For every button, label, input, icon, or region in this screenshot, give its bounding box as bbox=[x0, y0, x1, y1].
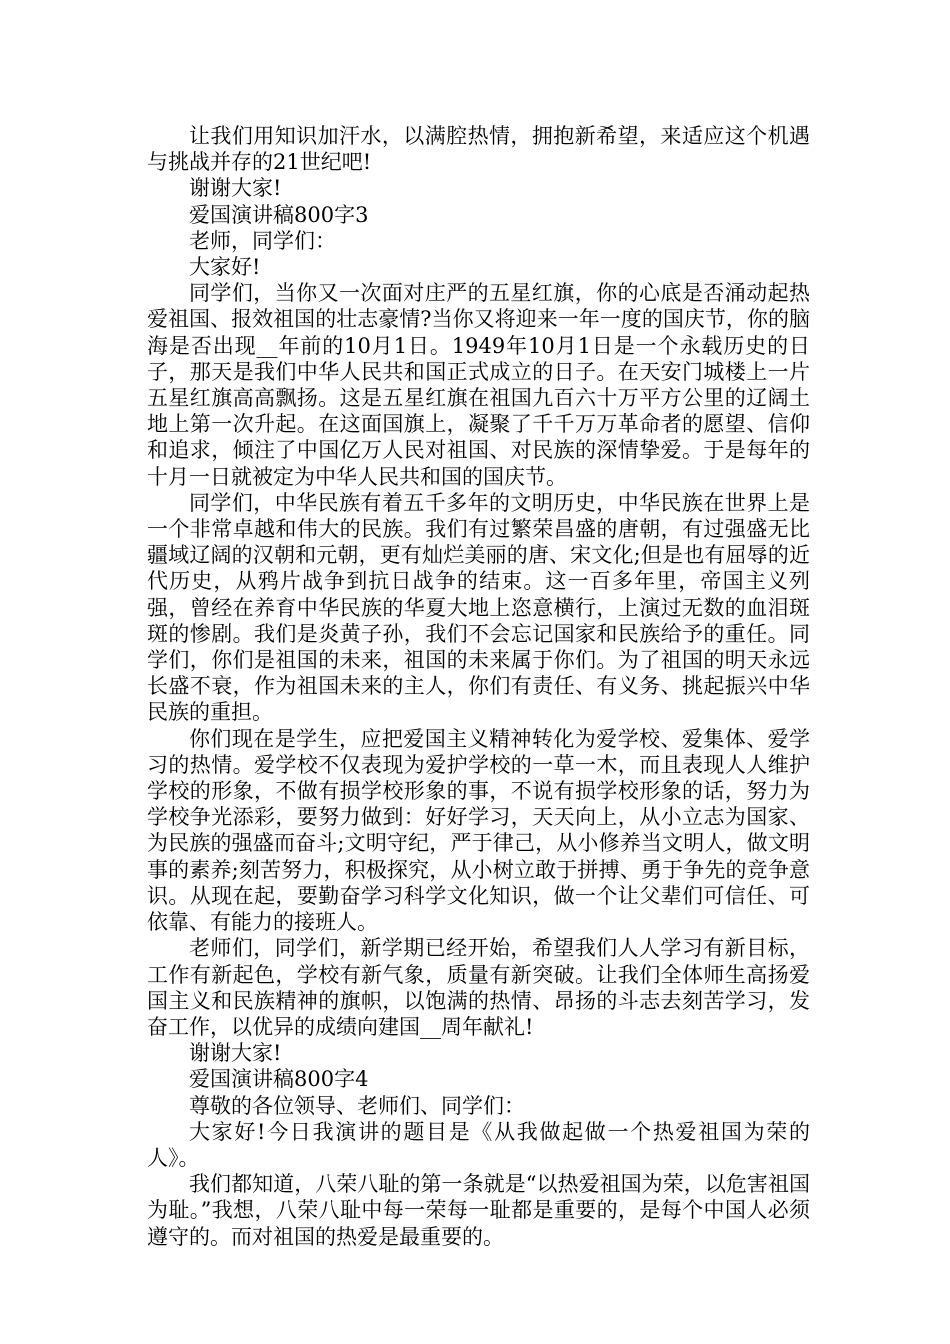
paragraph-closing-call: 让我们用知识加汗水，以满腔热情，拥抱新希望，来适应这个机遇与挑战并存的21世纪吧! bbox=[147, 124, 810, 175]
greeting-topic: 大家好!今日我演讲的题目是《从我做起做一个热爱祖国为荣的人》。 bbox=[147, 1119, 810, 1170]
salutation-2: 尊敬的各位领导、老师们、同学们： bbox=[189, 1093, 525, 1118]
paragraph-thanks-2: 谢谢大家! bbox=[189, 1041, 282, 1066]
paragraph-students: 你们现在是学生，应把爱国主义精神转化为爱学校、爱集体、爱学习的热情。爱学校不仅表现为爱护学校的一草一木，而且表现人人维护学校的形象，不做有损学校形象的事，不说有损学校形象的话，努力为学校争光添彩，要努力做到：好好学习，天天向上，从小立志为国家、为民族的强盛而奋斗;文明守纪，严于律己，从小修养当文明人，做文明事的素养;刻苦努力，积极探究，从小树立敢于拼搏、勇于争先的竞争意识。从现在起，要勤奋学习科学文化知识，做一个让父辈们可信任、可依靠、有能力的接班人。 bbox=[147, 726, 810, 935]
paragraph-eight-honors: 我们都知道，八荣八耻的第一条就是“以热爱祖国为荣，以危害祖国为耻。”我想，八荣八耻中每一荣每一耻都是重要的，是每个中国人必须遵守的。而对祖国的热爱是最重要的。 bbox=[147, 1172, 810, 1249]
section-heading-speech-4: 爱国演讲稿800字4 bbox=[189, 1067, 369, 1092]
section-heading-speech-3: 爱国演讲稿800字3 bbox=[189, 202, 369, 227]
document-body bbox=[147, 123, 810, 1250]
paragraph-national-day: 同学们，当你又一次面对庄严的五星红旗，你的心底是否涌动起热爱祖国、报效祖国的壮志豪情?当你又将迎来一年一度的国庆节，你的脑海是否出现__年前的10月1日。1949年10月1日是一个永载历史的日子，那天是我们中华人民共和国正式成立的日子。在天安门城楼上一片五星红旗高高飘扬。这是五星红旗在祖国九百六十万平方公里的辽阔土地上第一次升起。在这面国旗上，凝聚了千千万万革命者的愿望、信仰和追求，倾注了中国亿万人民对祖国、对民族的深情挚爱。于是每年的十月一日就被定为中华人民共和国的国庆节。 bbox=[147, 281, 810, 489]
greeting: 大家好! bbox=[189, 255, 261, 280]
paragraph-thanks: 谢谢大家! bbox=[189, 176, 282, 201]
paragraph-new-semester: 老师们，同学们，新学期已经开始，希望我们人人学习有新目标，工作有新起色，学校有新气象，质量有新突破。让我们全体师生高扬爱国主义和民族精神的旗帜，以饱满的热情、昂扬的斗志去刻苦学习，发奋工作，以优异的成绩向建国__周年献礼! bbox=[147, 936, 810, 1039]
paragraph-history: 同学们，中华民族有着五千多年的文明历史，中华民族在世界上是一个非常卓越和伟大的民族。我们有过繁荣昌盛的唐朝，有过强盛无比疆域辽阔的汉朝和元朝，更有灿烂美丽的唐、宋文化;但是也有屈辱的近代历史，从鸦片战争到抗日战争的结束。这一百多年里，帝国主义列强，曾经在养育中华民族的华夏大地上恣意横行，上演过无数的血泪斑斑的惨剧。我们是炎黄子孙，我们不会忘记国家和民族给予的重任。同学们，你们是祖国的未来，祖国的未来属于你们。为了祖国的明天永远长盛不衰，作为祖国未来的主人，你们有责任、有义务、挑起振兴中华民族的重担。 bbox=[147, 490, 810, 725]
salutation: 老师，同学们： bbox=[189, 228, 336, 253]
